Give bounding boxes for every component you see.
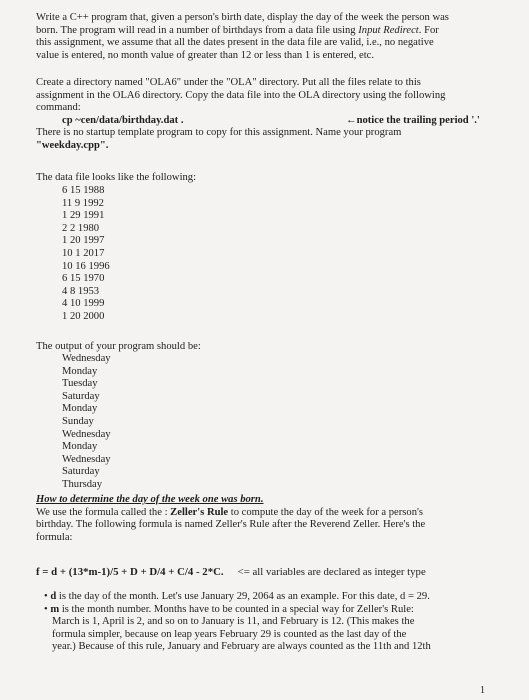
text-line: assignment in the OLA6 directory. Copy the data file into the OLA directory using the following: [36, 89, 446, 101]
trailing-period-notice: ←notice the trailing period '.': [346, 114, 480, 126]
text-span: . For: [418, 24, 439, 36]
output-row: Thursday: [62, 478, 103, 490]
datafile-row: 4 10 1999: [62, 298, 105, 310]
text-line: year.) Because of this rule, January and February are always counted as the 11th and 12th: [52, 641, 431, 653]
text-line: There is no startup template program to copy for this assignment. Name your program: [36, 127, 402, 139]
text-span: to compute the day of the week for a person's: [228, 506, 424, 518]
output-row: Monday: [62, 441, 98, 453]
datafile-row: 6 15 1970: [62, 273, 105, 285]
datafile-label: The data file looks like the following:: [36, 172, 197, 183]
copy-command: cp ~cen/data/birthday.dat .: [62, 114, 184, 126]
datafile-row: 10 16 1996: [62, 260, 110, 272]
output-row: Wednesday: [62, 453, 111, 465]
bold-term: d: [50, 591, 57, 602]
bold-term: m: [50, 603, 60, 615]
section-heading: How to determine the day of the week one was born.: [36, 494, 264, 505]
output-row: Wednesday: [62, 428, 111, 440]
page-number: 1: [480, 685, 485, 696]
bold-term: Zeller's Rule: [170, 506, 229, 518]
howto-section: [36, 494, 425, 544]
text-line: formula:: [36, 531, 73, 543]
datafile-row: 1 20 1997: [62, 235, 105, 247]
datafile-row: 11 9 1992: [62, 197, 104, 209]
setup-paragraph: [36, 77, 480, 153]
datafile-row: 1 20 2000: [62, 310, 105, 322]
datafile-row: 2 2 1980: [62, 222, 100, 234]
bullet-item: • m is the month number. Months have to be counted in a special way for Zeller's Rule:: [44, 603, 414, 615]
output-row: Saturday: [62, 466, 100, 478]
text-line: [36, 507, 425, 520]
text-line: Write a C++ program that, given a person's birth date, display the day of the week the person was: [36, 12, 449, 23]
output-row: Monday: [62, 403, 98, 415]
text-span: is the day of the month. Let's use January 29, 2064 as an example. For this date, d = 29.: [56, 591, 430, 602]
text-line: [36, 566, 426, 579]
text-span: is the month number. Months have to be counted in a special way for Zeller's Rule:: [59, 603, 414, 615]
datafile-row: 10 1 2017: [62, 247, 105, 259]
command-line: [36, 114, 480, 128]
output-row: Sunday: [62, 415, 94, 427]
datafile-list: [62, 185, 110, 324]
output-row: Monday: [62, 365, 98, 377]
text-line: formula simpler, because on leap years February 29 is counted as the last day of the: [52, 628, 407, 640]
output-row: Saturday: [62, 390, 100, 402]
output-list: [62, 353, 111, 492]
program-name: "weekday.cpp".: [36, 139, 109, 151]
zeller-formula: f = d + (13*m-1)/5 + D + D/4 + C/4 - 2*C.: [36, 566, 224, 578]
text-line: Create a directory named "OLA6" under the "OLA" directory. Put all the files relate to this: [36, 77, 421, 88]
text-span: We use the formula called the :: [36, 506, 171, 518]
output-row: Wednesday: [62, 353, 111, 364]
italic-term: Input Redirect: [358, 24, 419, 36]
datafile-row: 1 29 1991: [62, 210, 105, 222]
bullet-item: • d is the day of the month. Let's use January 29, 2064 as an example. For this date, d = 29.: [44, 591, 430, 602]
text-line: March is 1, April is 2, and so on to January is 11, and February is 12. (This makes the: [52, 616, 415, 628]
text-line: command:: [36, 102, 81, 114]
formula-note: <= all variables are declared as integer type: [237, 566, 426, 578]
bullet-list: [44, 591, 431, 654]
text-line: [36, 25, 449, 38]
text-span: born. The program will read in a number of birthdays from a data file using: [36, 24, 359, 36]
text-line: this assignment, we assume that all the dates present in the data file are valid, i.e., no negative: [36, 37, 434, 49]
text-line: birthday. The following formula is named Zeller's Rule after the Reverend Zeller. Here's the: [36, 519, 426, 531]
datafile-row: 6 15 1988: [62, 185, 105, 196]
text-line: value is entered, no month value of greater than 12 or less than 1 is entered, etc.: [36, 49, 375, 61]
datafile-row: 4 8 1953: [62, 285, 100, 297]
intro-paragraph: [36, 12, 449, 62]
formula-line: [36, 566, 426, 579]
output-label: The output of your program should be:: [36, 341, 201, 352]
output-row: Tuesday: [62, 378, 98, 390]
